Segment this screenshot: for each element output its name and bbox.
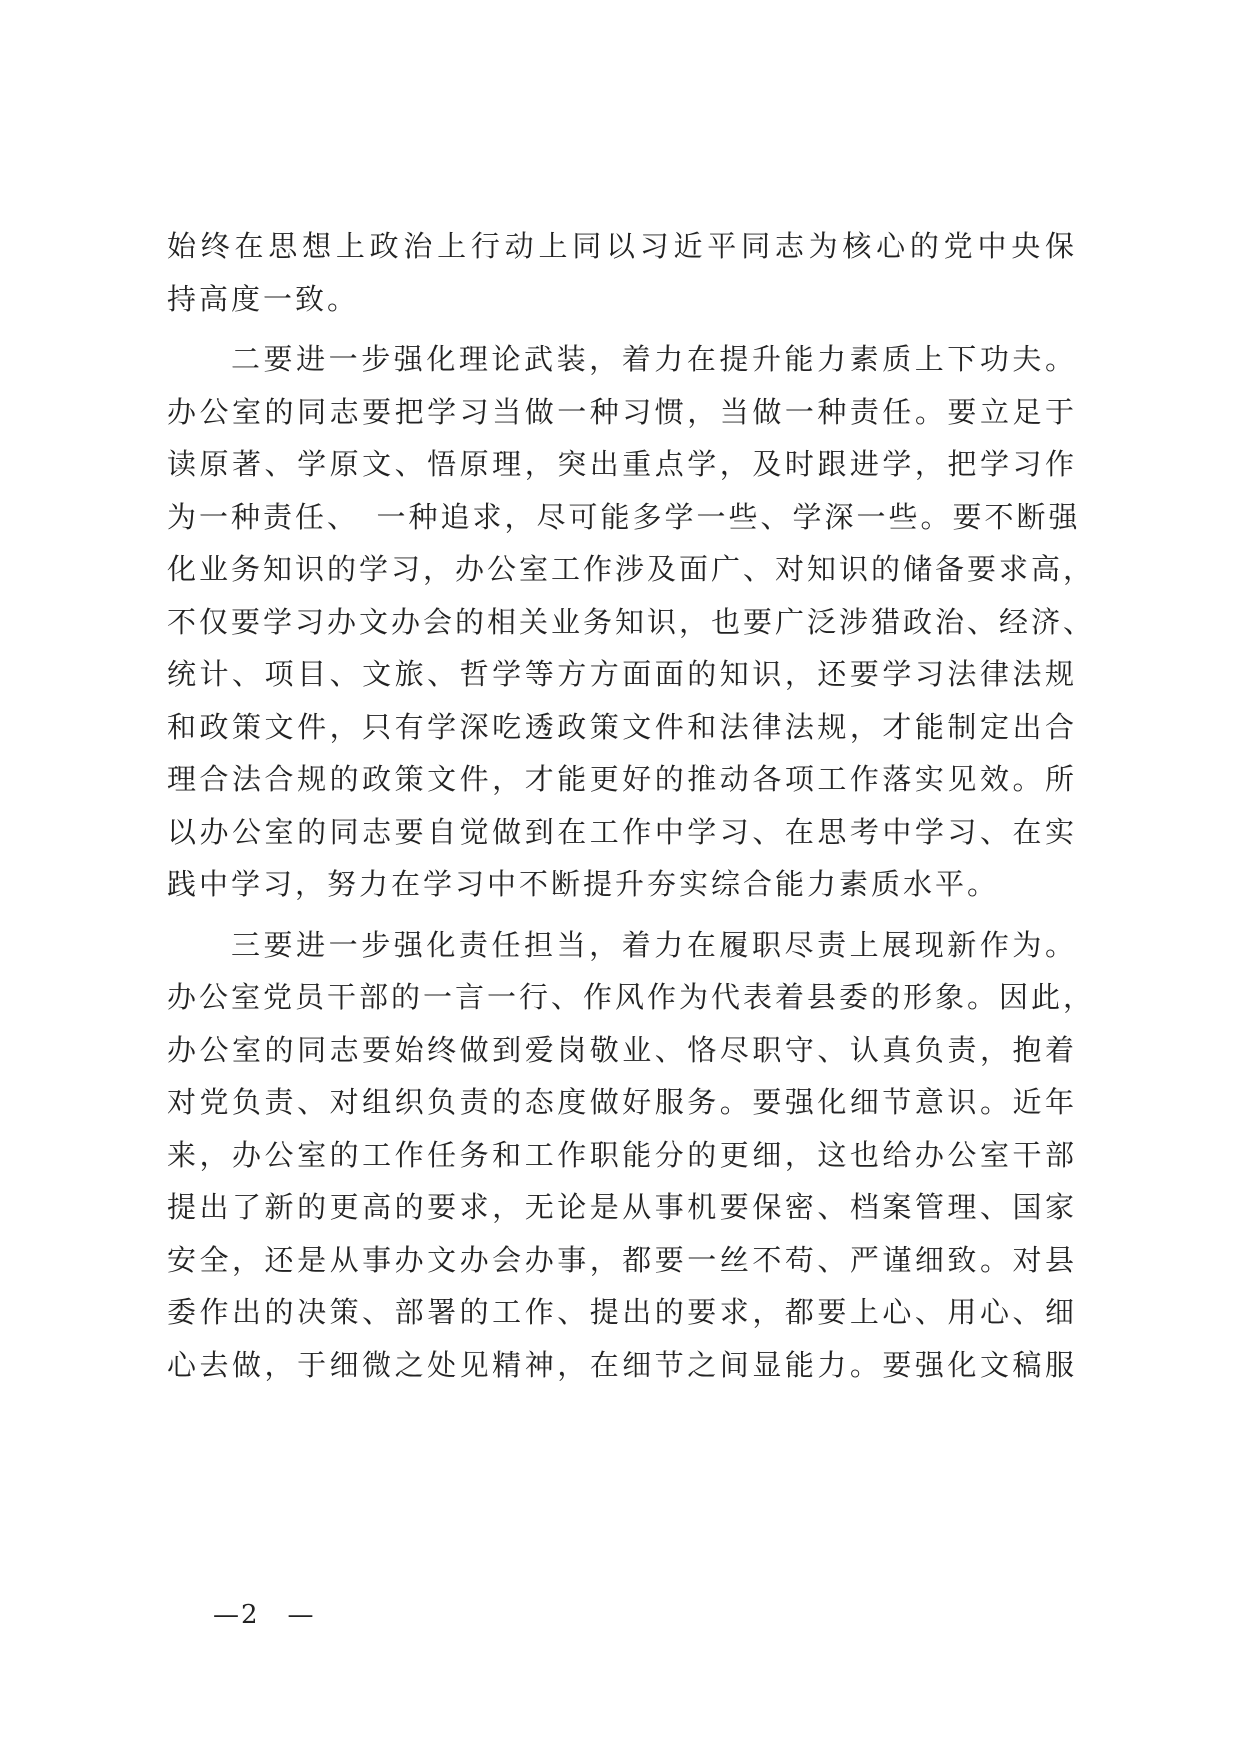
text-line: 不仅要学习办文办会的相关业务知识，也要广泛涉猎政治、经济、 [167, 604, 1096, 639]
text-line: 以办公室的同志要自觉做到在工作中学习、在思考中学习、在实 [167, 814, 1077, 849]
text-line: 心去做，于细微之处见精神，在细节之间显能力。要强化文稿服 [167, 1347, 1077, 1382]
text-line: 为一种责任、 一种追求，尽可能多学一些、学深一些。要不断强 [167, 499, 1081, 534]
text-line: 办公室党员干部的一言一行、作风作为代表着县委的形象。因此， [167, 980, 1096, 1014]
text-line: 办公室的同志要把学习当做一种习惯，当做一种责任。要立足于 [167, 394, 1077, 429]
text-line: 二要进一步强化理论武装，着力在提升能力素质上下功夫。 [231, 342, 1077, 376]
text-line: 读原著、学原文、悟原理，突出重点学，及时跟进学，把学习作 [167, 447, 1077, 481]
text-line: 理合法合规的政策文件，才能更好的推动各项工作落实见效。所 [167, 762, 1077, 796]
text-line: 统计、项目、文旅、哲学等方方面面的知识，还要学习法律法规 [167, 657, 1077, 691]
text-line: 来，办公室的工作任务和工作职能分的更细，这也给办公室干部 [167, 1137, 1077, 1172]
text-line: 践中学习，努力在学习中不断提升夯实综合能力素质水平。 [167, 867, 1000, 901]
text-line: 委作出的决策、部署的工作、提出的要求，都要上心、用心、细 [167, 1295, 1077, 1329]
text-line: 持高度一致。 [167, 281, 360, 316]
text-line: 安全，还是从事办文办会办事，都要一丝不苟、严谨细致。对县 [167, 1242, 1077, 1277]
page-number: —2 — [213, 1600, 316, 1630]
text-line: 始终在思想上政治上行动上同以习近平同志为核心的党中央保 [167, 229, 1077, 263]
text-line: 提出了新的更高的要求，无论是从事机要保密、档案管理、国家 [167, 1190, 1077, 1224]
text-line: 化业务知识的学习，办公室工作涉及面广、对知识的储备要求高， [167, 552, 1096, 586]
paragraph-3 [167, 919, 1096, 1392]
text-line: 三要进一步强化责任担当，着力在履职尽责上展现新作为。 [231, 927, 1077, 962]
text-line: 办公室的同志要始终做到爱岗敬业、恪尽职守、认真负责，抱着 [167, 1032, 1077, 1067]
text-line: 和政策文件，只有学深吃透政策文件和法律法规，才能制定出合 [167, 709, 1077, 744]
paragraph-2 [167, 333, 1096, 911]
paragraph-continuation [167, 220, 1077, 325]
text-line: 对党负责、对组织负责的态度做好服务。要强化细节意识。近年 [167, 1085, 1077, 1119]
body-text [167, 220, 1096, 1391]
